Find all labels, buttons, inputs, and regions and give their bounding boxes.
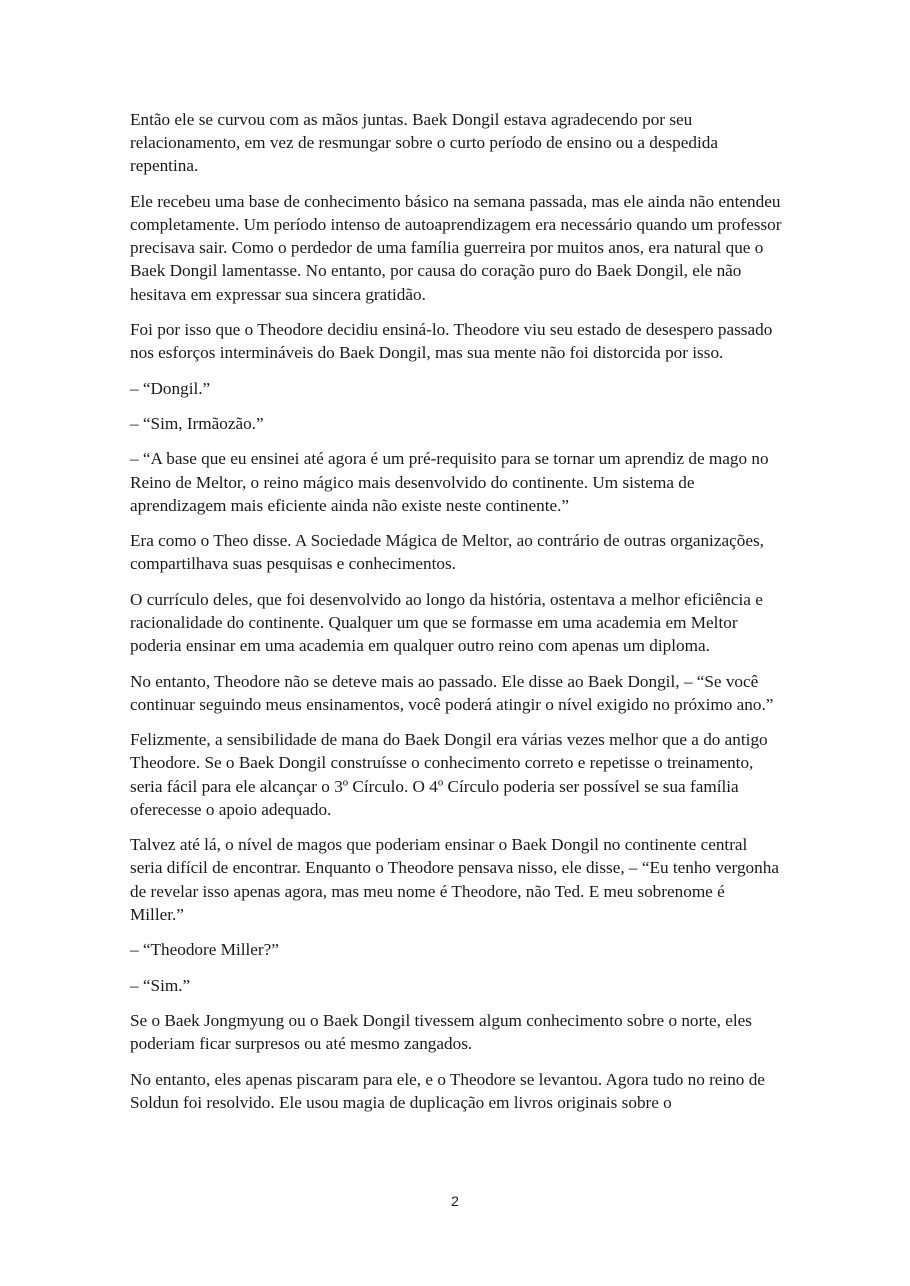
paragraph-3: Foi por isso que o Theodore decidiu ensiná-lo. Theodore viu seu estado de desespero passado nos esforços intermináveis do Baek Dongil, mas sua mente não foi distorcida por isso.	[130, 320, 773, 363]
paragraph-11: Talvez até lá, o nível de magos que poderiam ensinar o Baek Dongil no continente central seria difícil de encontrar. Enquanto o Theodore pensava nisso, ele disse, – “Eu tenho vergonha de revelar isso apenas agora, mas meu nome é Theodore, não Ted. E meu sobrenome é Miller.”	[130, 835, 779, 924]
dialogue-line-5: – “Sim.”	[130, 975, 191, 995]
paragraph-9: No entanto, Theodore não se deteve mais ao passado. Ele disse ao Baek Dongil, – “Se você continuar seguindo meus ensinamentos, você poderá atingir o nível exigido no próximo ano.”	[130, 671, 774, 714]
paragraph-15: No entanto, eles apenas piscaram para ele, e o Theodore se levantou. Agora tudo no reino de Soldun foi resolvido. Ele usou magia de duplicação em livros originais sobre o	[130, 1069, 765, 1112]
dialogue-line-1: – “Dongil.”	[130, 378, 211, 398]
dialogue-line-3: – “A base que eu ensinei até agora é um pré-requisito para se tornar um aprendiz de mago no Reino de Meltor, o reino mágico mais desenvolvido do continente. Um sistema de aprendizagem mais eficiente ainda não existe neste continente.”	[130, 449, 769, 515]
paragraph-1: Então ele se curvou com as mãos juntas. Baek Dongil estava agradecendo por seu relacionamento, em vez de resmungar sobre o curto período de ensino ou a despedida repentina.	[130, 110, 718, 176]
dialogue-line-4: – “Theodore Miller?”	[130, 940, 279, 960]
paragraph-10: Felizmente, a sensibilidade de mana do Baek Dongil era várias vezes melhor que a do antigo Theodore. Se o Baek Dongil construísse o conhecimento correto e repetisse o treinamento, seria fácil para ele alcançar o 3º Círculo. O 4º Círculo poderia ser possível se sua família oferecesse o apoio adequado.	[130, 730, 768, 819]
paragraph-14: Se o Baek Jongmyung ou o Baek Dongil tivessem algum conhecimento sobre o norte, eles poderiam ficar surpresos ou até mesmo zangados.	[130, 1010, 752, 1054]
page-number: 2	[451, 1193, 459, 1209]
paragraph-2: Ele recebeu uma base de conhecimento básico na semana passada, mas ele ainda não entendeu completamente. Um período intenso de autoaprendizagem era necessário quando um professor precisava sair. Como o perdedor de uma família guerreira por muitos anos, era natural que o Baek Dongil lamentasse. No entanto, por causa do coração puro do Baek Dongil, ele não hesitava em expressar sua sincera gratidão.	[130, 191, 782, 304]
paragraph-8: O currículo deles, que foi desenvolvido ao longo da história, ostentava a melhor eficiência e racionalidade do continente. Qualquer um que se formasse em uma academia em Meltor poderia ensinar em uma academia em qualquer outro reino com apenas um diploma.	[130, 589, 763, 656]
paragraph-7: Era como o Theo disse. A Sociedade Mágica de Meltor, ao contrário de outras organizações, compartilhava suas pesquisas e conhecimentos.	[130, 531, 764, 574]
page-body	[130, 108, 782, 1126]
dialogue-line-2: – “Sim, Irmãozão.”	[130, 413, 264, 433]
